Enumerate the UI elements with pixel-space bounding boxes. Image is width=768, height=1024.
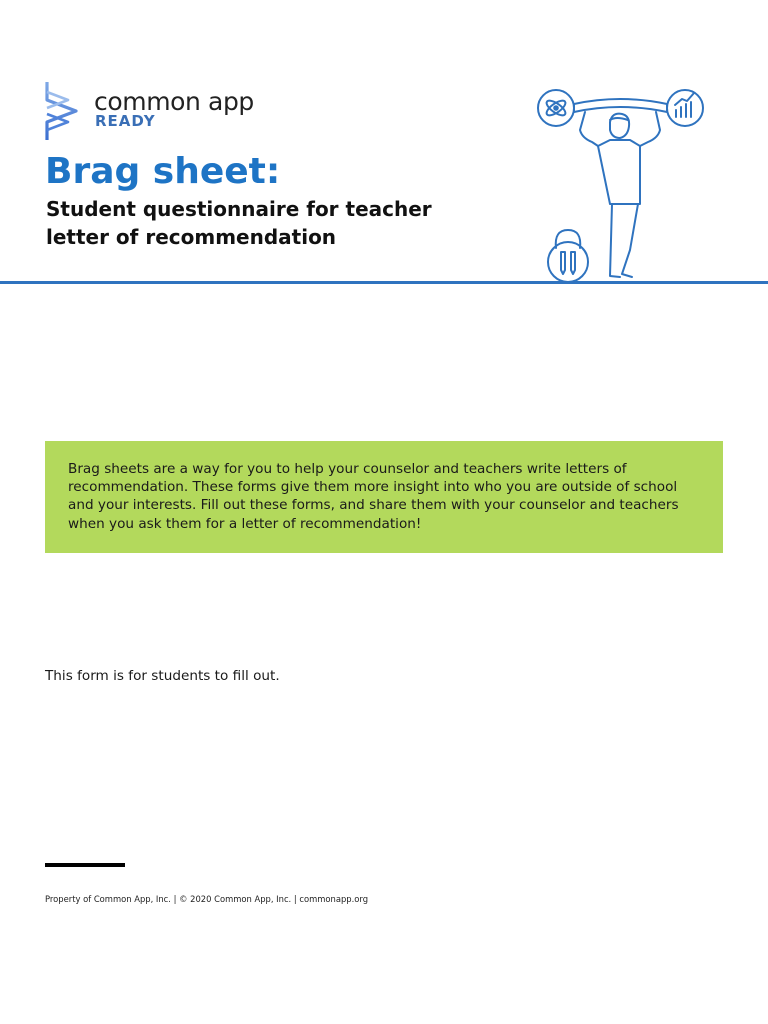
header-divider	[0, 281, 768, 284]
weightlifter-illustration	[530, 80, 710, 283]
intro-callout	[45, 441, 723, 553]
intro-callout-text: Brag sheets are a way for you to help your counselor and teachers write letters of recommendation. These forms give them more insight into who you are outside of school and your interests. Fill out these forms, and share them with your counselor and teachers when you ask them for a letter of recommendation!	[68, 461, 679, 532]
bar-chart-icon	[667, 90, 703, 126]
person-lifting-barbell-icon	[580, 112, 660, 277]
form-note: This form is for students to fill out.	[45, 668, 280, 684]
kettlebell-pencils-icon	[548, 230, 588, 282]
page-title: Brag sheet:	[45, 151, 281, 192]
logo-subtitle: READY	[95, 112, 156, 130]
footer-divider	[45, 863, 125, 867]
footer-text: Property of Common App, Inc. | © 2020 Common App, Inc. | commonapp.org	[45, 894, 369, 904]
common-app-ready-logo	[44, 80, 264, 142]
common-app-chevron-logo-icon	[44, 80, 84, 142]
page-subtitle: Student questionnaire for teacher letter of recommendation	[46, 197, 432, 249]
logo-name: common app	[94, 87, 254, 116]
atom-icon	[538, 90, 574, 126]
